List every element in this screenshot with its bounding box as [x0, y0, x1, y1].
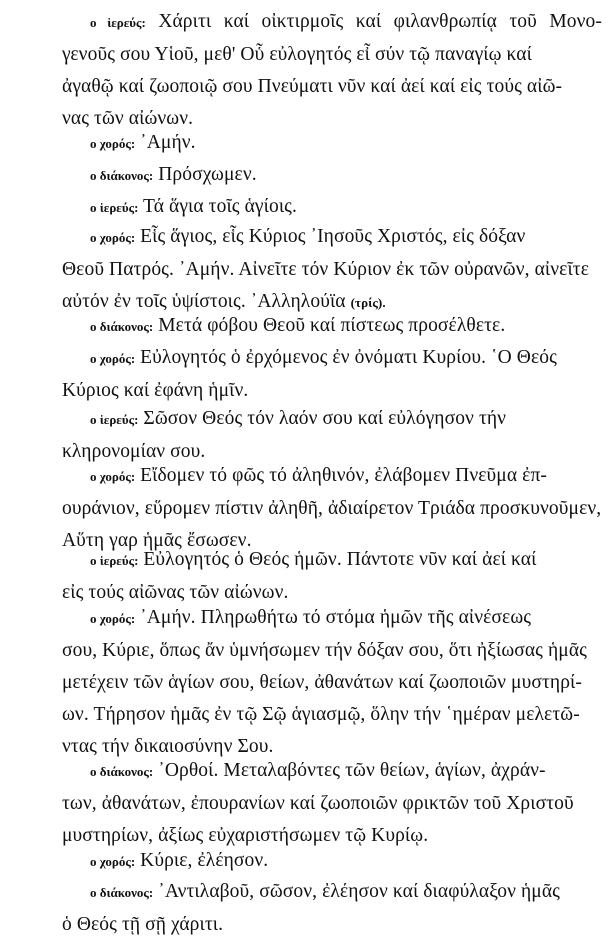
liturgy-paragraph — [62, 403, 602, 468]
line-text: αὐτόν ἐν τοῖς ὑψίστοις. ᾿Αλληλούϊα — [62, 291, 346, 312]
line-text: Πρόσχωμεν. — [158, 164, 257, 185]
speaker-label: ο χορός: — [90, 854, 136, 869]
text-line — [62, 876, 602, 909]
text-line: ων. Τήρησον ἡμᾶς ἐν τῷ Σῷ ἁγιασμῷ, ὅλην τήν ῾ημέραν μελετῶ- — [62, 704, 580, 725]
text-line: ἀγαθῷ καί ζωοποιῷ σου Πνεύματι νῦν καί ἀεί καί εἰς τούς αἰῶ- — [62, 76, 563, 97]
liturgy-paragraph — [62, 544, 602, 609]
text-line — [62, 310, 602, 343]
text-line — [62, 755, 602, 788]
line-text: Μετά φόβου Θεοῦ καί πίστεως προσέλθετε. — [158, 315, 506, 336]
text-line: μυστηρίων, ἀξίως εὐχαριστήσωμεν τῷ Κυρίῳ. — [62, 825, 429, 846]
text-line — [62, 127, 602, 160]
speaker-label: ο ἱερεύς: — [90, 553, 139, 568]
speaker-label: ο χορός: — [90, 611, 136, 626]
text-line: νας τῶν αἰώνων. — [62, 108, 194, 129]
text-line — [62, 191, 602, 224]
liturgy-paragraph — [62, 221, 602, 319]
text-line: Αὕτη γαρ ἡμᾶς ἔσωσεν. — [62, 530, 252, 551]
line-text: Τά ἅγια τοῖς ἁγίοις. — [143, 196, 297, 217]
text-line: ντας τήν δικαιοσύνην Σου. — [62, 736, 274, 757]
liturgy-paragraph — [62, 342, 602, 407]
text-line — [62, 602, 602, 635]
text-line: σου, Κύριε, ὅπως ἄν ὑμνήσωμεν τήν δόξαν σου, ὅτι ἠξίωσας ἡμᾶς — [62, 640, 587, 661]
liturgy-paragraph — [62, 602, 602, 763]
liturgy-paragraph — [62, 310, 602, 343]
text-line: ὁ Θεός τῇ σῇ χάριτι. — [62, 914, 224, 935]
text-line — [62, 159, 602, 192]
line-text: Εὐλογητός ὁ ἐρχόμενος ἐν ὀνόματι Κυρίου. ῾Ο Θεός — [140, 347, 557, 368]
speaker-label: ο χορός: — [90, 136, 136, 151]
liturgy-paragraph — [62, 845, 602, 878]
line-text: Κύριε, ἐλέησον. — [140, 850, 269, 871]
line-text: Εἴδομεν τό φῶς τό ἀληθινόν, ἐλάβομεν Πνεῦμα ἐπ- — [140, 465, 547, 486]
text-line — [62, 460, 602, 493]
line-text: ᾿Αντιλαβοῦ, σῶσον, ἐλέησον καί διαφύλαξον ἡμᾶς — [158, 881, 560, 902]
liturgy-paragraph — [62, 159, 602, 192]
text-line: ουράνιον, εὕρομεν πίστιν ἀληθῆ, ἀδιαίρετον Τριάδα προσκυνοῦμεν, — [62, 498, 602, 519]
line-text: ᾿Ορθοί. Μεταλαβόντες τῶν θείων, ἁγίων, ἀχράν- — [158, 760, 546, 781]
speaker-label: ο ἱερεύς: — [90, 412, 139, 427]
line-text: Σῶσον Θεός τόν λαόν σου καί εὐλόγησον τήν — [143, 408, 507, 429]
text-line: Θεοῦ Πατρός. ᾿Αμήν. Αἰνεῖτε τόν Κύριον ἐκ τῶν οὐρανῶν, αἰνεῖτε — [62, 259, 590, 280]
liturgy-paragraph — [62, 6, 602, 135]
text-line — [62, 845, 602, 878]
text-line — [62, 6, 602, 39]
liturgy-paragraph — [62, 460, 602, 557]
speaker-label: ο χορός: — [90, 351, 136, 366]
text-line — [62, 342, 602, 375]
text-line: εἰς τούς αἰῶνας τῶν αἰώνων. — [62, 582, 289, 603]
line-text: Χάριτι καί οἰκτιρμοῖς καί φιλανθρωπίᾳ τοῦ Μονο- — [158, 11, 602, 32]
text-line — [62, 544, 602, 577]
speaker-label: ο διάκονος: — [90, 168, 154, 183]
text-line: μετέχειν τῶν ἁγίων σου, θείων, ἀθανάτων καί ζωοποιῶν μυστηρί- — [62, 672, 582, 693]
liturgy-paragraph — [62, 876, 602, 941]
text-line: Κύριος καί ἐφάνη ἡμῖν. — [62, 380, 249, 401]
line-text: Εἷς ἅγιος, εἷς Κύριος ᾿Ιησοῦς Χριστός, εἰς δόξαν — [140, 226, 526, 247]
speaker-label: ο διάκονος: — [90, 319, 154, 334]
speaker-label: ο ἱερεύς: — [90, 200, 139, 215]
speaker-label: ο διάκονος: — [90, 764, 154, 779]
liturgy-paragraph — [62, 755, 602, 852]
speaker-label: ο διάκονος: — [90, 885, 154, 900]
speaker-label: ο χορός: — [90, 469, 136, 484]
text-line: κληρονομίαν σου. — [62, 441, 206, 462]
speaker-label: ο ἱερεύς: — [90, 15, 146, 30]
repeat-note: (τρίς). — [350, 295, 386, 310]
text-line: γενοῦς σου Υἱοῦ, μεθ' Οὗ εὐλογητός εἶ σύν τῷ παναγίῳ καί — [62, 44, 532, 65]
text-line — [62, 403, 602, 436]
line-text: ᾿Αμήν. Πληρωθήτω τό στόμα ἡμῶν τῆς αἰνέσεως — [140, 607, 532, 628]
speaker-label: ο χορός: — [90, 230, 136, 245]
text-line: των, ἀθανάτων, ἐπουρανίων καί ζωοποιῶν φρικτῶν τοῦ Χριστοῦ — [62, 793, 574, 814]
liturgy-paragraph — [62, 191, 602, 224]
line-text: Εὐλογητός ὁ Θεός ἡμῶν. Πάντοτε νῦν καί ἀεί καί — [143, 549, 537, 570]
text-line — [62, 221, 602, 254]
liturgy-paragraph — [62, 127, 602, 160]
line-text: ᾿Αμήν. — [140, 132, 196, 153]
